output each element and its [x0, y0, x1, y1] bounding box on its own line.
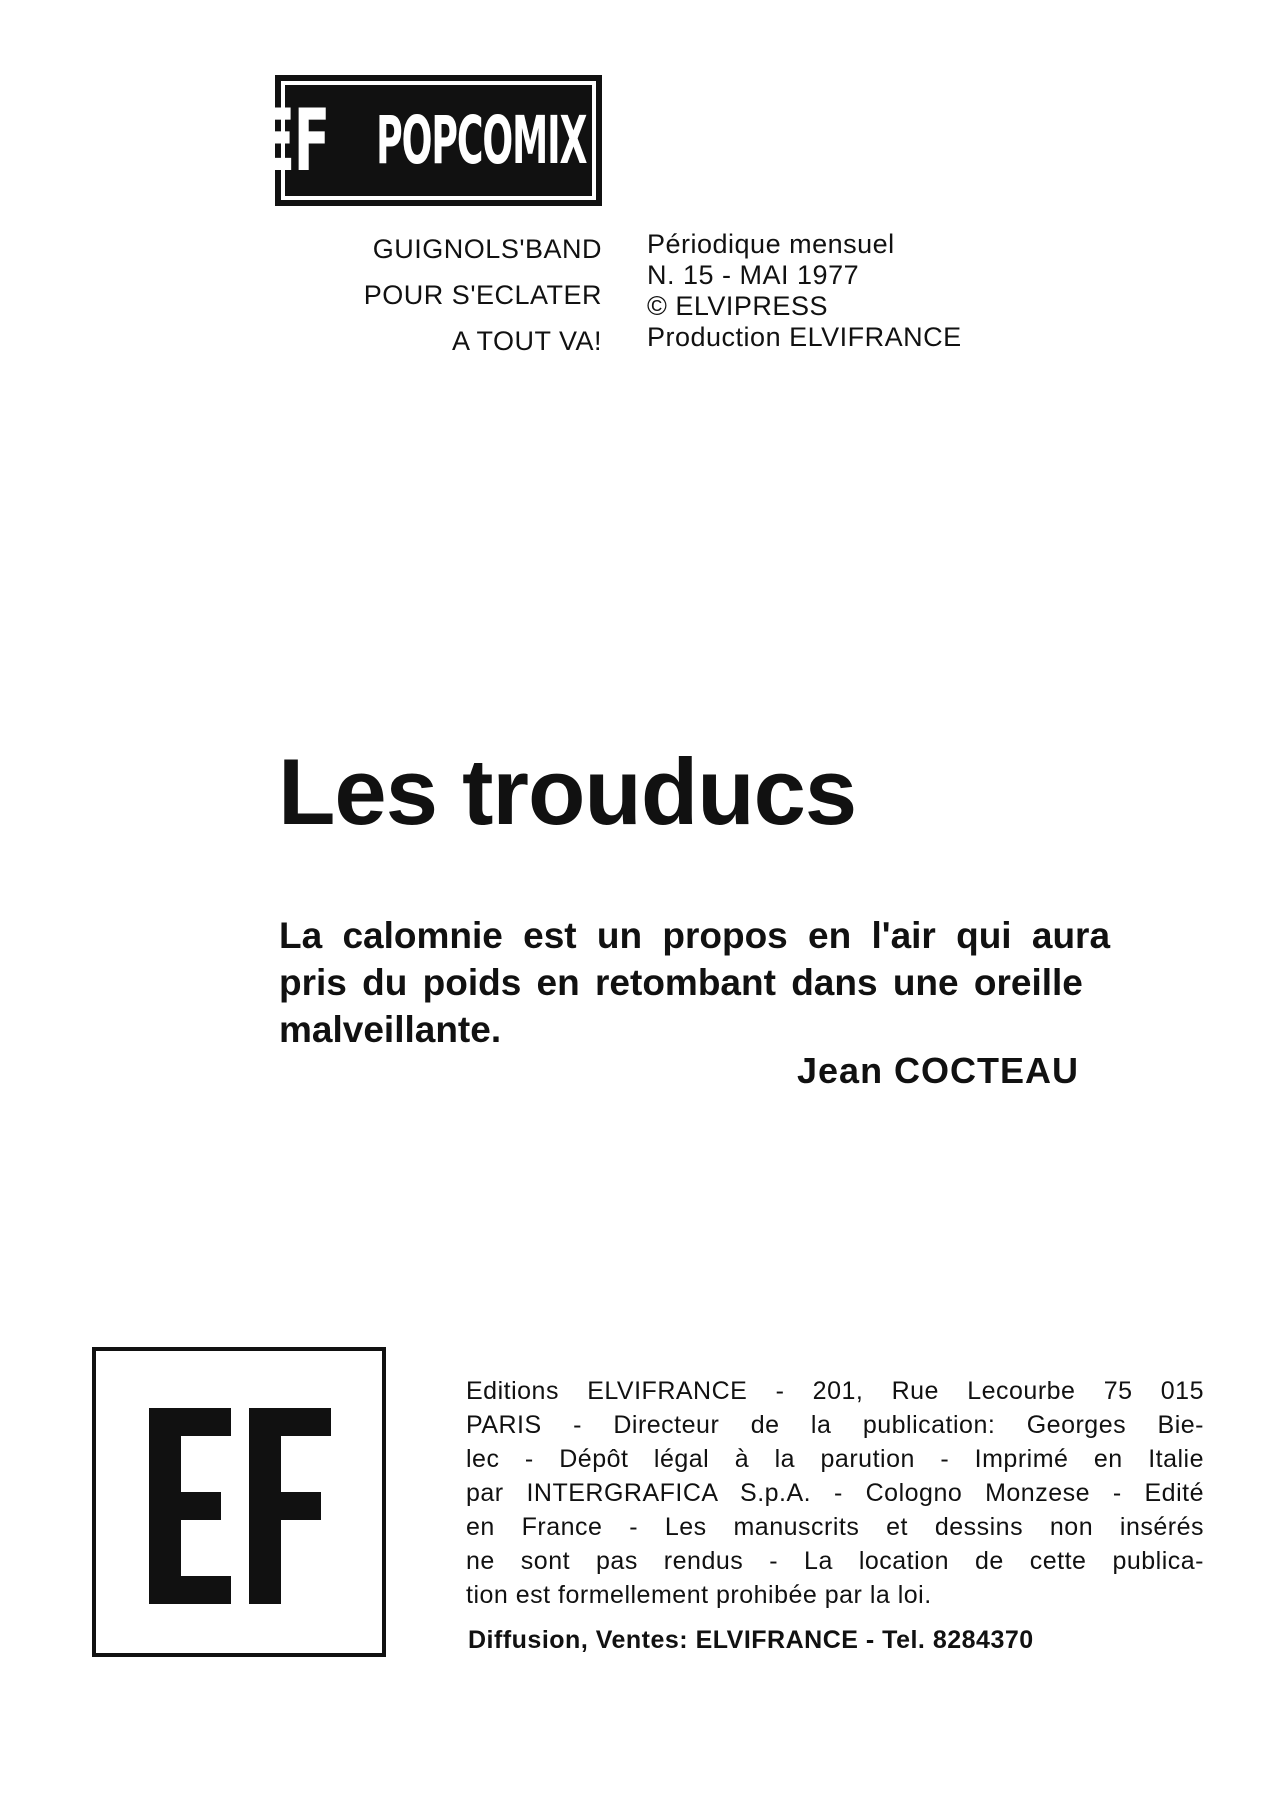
page-title: Les trouducs [278, 739, 857, 844]
production: Production ELVIFRANCE [647, 322, 962, 352]
legal-line: par INTERGRAFICA S.p.A. - Cologno Monzese - Edité [466, 1479, 1204, 1507]
tagline-line: POUR S'ECLATER [363, 280, 602, 310]
ef-letter-f [249, 1408, 331, 1604]
ef-letter-e [149, 1408, 231, 1604]
quote-line: malveillante. [279, 1009, 502, 1050]
legal-line: lec - Dépôt légal à la parution - Imprimé en Italie [466, 1445, 1204, 1473]
issue-number: N. 15 - MAI 1977 [647, 260, 860, 290]
publication-info [647, 229, 1067, 353]
tagline [300, 226, 602, 364]
legal-line: tion est formellement prohibée par la loi. [466, 1581, 932, 1609]
copyright: © ELVIPRESS [647, 291, 828, 321]
quote [279, 912, 1204, 1053]
legal-line: Editions ELVIFRANCE - 201, Rue Lecourbe 75 015 [466, 1377, 1204, 1405]
quote-line: La calomnie est un propos en l'air qui aura [279, 915, 1111, 956]
diffusion-info: Diffusion, Ventes: ELVIFRANCE - Tel. 8284370 [468, 1626, 1034, 1654]
popcomix-logo-frame [258, 81, 596, 200]
legal-line: ne sont pas rendus - La location de cette publica- [466, 1547, 1204, 1575]
popcomix-logo [258, 75, 602, 206]
logo-popcomix: POPCOMIX [376, 102, 587, 179]
quote-line: pris du poids en retombant dans une oreille [279, 962, 1083, 1003]
logo-ef: EF [258, 90, 329, 191]
publication-frequency: Périodique mensuel [647, 229, 895, 259]
legal-line: PARIS - Directeur de la publication: Georges Bie- [466, 1411, 1204, 1439]
tagline-line: GUIGNOLS'BAND [372, 234, 602, 264]
ef-box-logo [92, 1347, 386, 1657]
legal-notice [466, 1374, 1204, 1612]
legal-line: en France - Les manuscrits et dessins non insérés [466, 1513, 1204, 1541]
quote-author: Jean COCTEAU [797, 1050, 1080, 1091]
tagline-line: A TOUT VA! [451, 326, 602, 356]
